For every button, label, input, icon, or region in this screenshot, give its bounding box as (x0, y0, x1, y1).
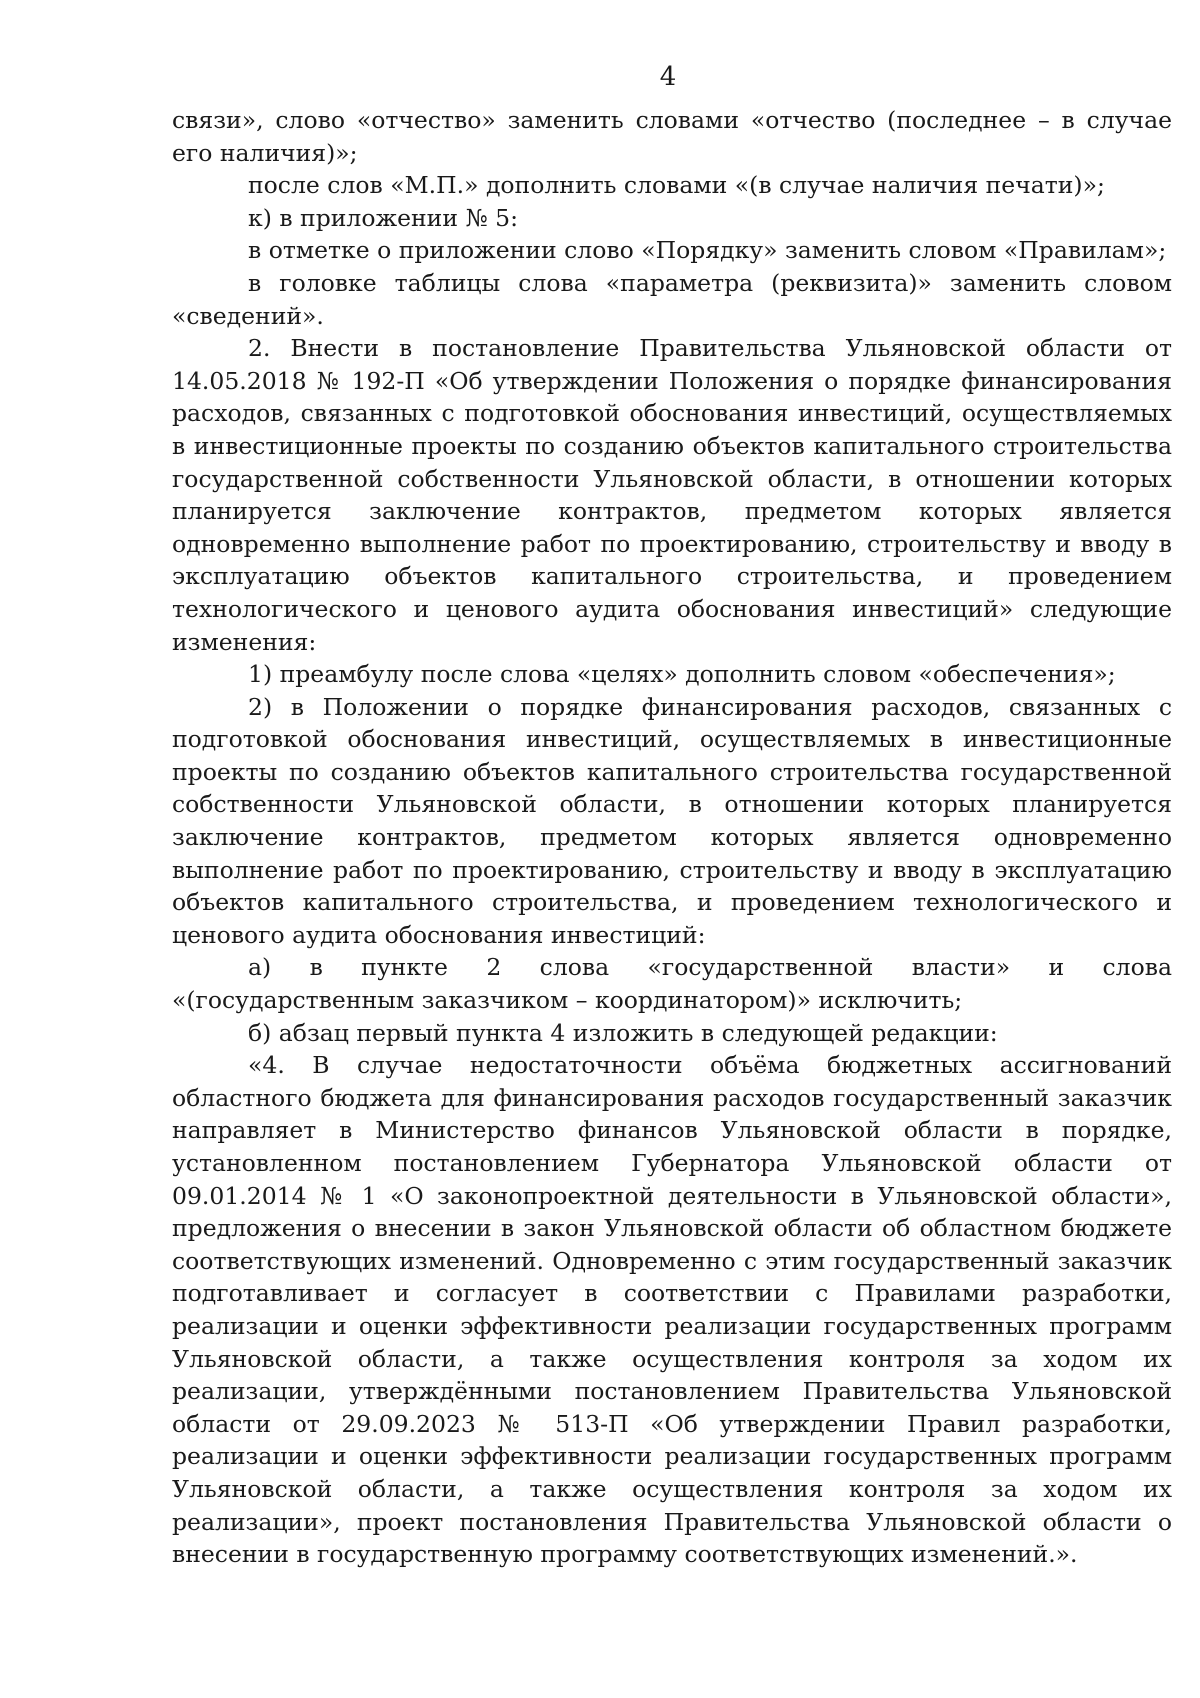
paragraph-continuation: связи», слово «отчество» заменить словами «отчество (последнее – в случае его наличия)»; (172, 106, 1172, 167)
paragraph-item-2: 2. Внести в постановление Правительства Ульяновской области от 14.05.2018 № 192-П «Об утверждении Положения о порядке финансирования расходов, связанных с подготовкой обоснования инвестиций, осуществляемых в инвестиционные проекты по созданию объектов капитального строительства государственной собственности Ульяновской области, в отношении которых планируется заключение контрактов, предметом которых является одновременно выполнение работ по проектированию, строительству и вводу в эксплуатацию объектов капитального строительства, и проведением технологического и ценового аудита обоснования инвестиций» следующие изменения: (172, 334, 1172, 656)
paragraph-mp-seal: после слов «М.П.» дополнить словами «(в случае наличия печати)»; (248, 171, 1105, 200)
document-body (172, 104, 1172, 1571)
paragraph-appendix-5: к) в приложении № 5: (248, 203, 519, 232)
paragraph-table-header: в головке таблицы слова «параметра (реквизита)» заменить словом «сведений». (172, 268, 1172, 330)
paragraph-subitem-2: 2) в Положении о порядке финансирования расходов, связанных с подготовкой обоснования инвестиций, осуществляемых в инвестиционные проекты по созданию объектов капитального строительства государственной собственности Ульяновской области, в отношении которых планируется заключение контрактов, предметом которых является одновременно выполнение работ по проектированию, строительству и вводу в эксплуатацию объектов капитального строительства, и проведением технологического и ценового аудита обоснования инвестиций: (172, 692, 1172, 949)
paragraph-subitem-a: а) в пункте 2 слова «государственной власти» и слова «(государственным заказчиком – координатором)» исключить; (172, 953, 1172, 1015)
paragraph-appendix-mark: в отметке о приложении слово «Порядку» заменить словом «Правилам»; (248, 236, 1167, 265)
paragraph-new-item-4: «4. В случае недостаточности объёма бюджетных ассигнований областного бюджета для финансирования расходов государственный заказчик направляет в Министерство финансов Ульяновской области в порядке, установленном постановлением Губернатора Ульяновской области от 09.01.2014 № 1 «О законопроектной деятельности в Ульяновской области», предложения о внесении в закон Ульяновской области об областном бюджете соответствующих изменений. Одновременно с этим государственный заказчик подготавливает и согласует в соответствии с Правилами разработки, реализации и оценки эффективности реализации государственных программ Ульяновской области, а также осуществления контроля за ходом их реализации, утверждёнными постановлением Правительства Ульяновской области от 29.09.2023 № 513-П «Об утверждении Правил разработки, реализации и оценки эффективности реализации государственных программ Ульяновской области, а также осуществления контроля за ходом их реализации», проект постановления Правительства Ульяновской области о внесении в государственную программу соответствующих изменений.». (172, 1051, 1172, 1569)
paragraph-subitem-1: 1) преамбулу после слова «целях» дополнить словом «обеспечения»; (248, 660, 1116, 689)
page-number: 4 (659, 62, 677, 92)
paragraph-subitem-b: б) абзац первый пункта 4 изложить в следующей редакции: (248, 1018, 998, 1047)
